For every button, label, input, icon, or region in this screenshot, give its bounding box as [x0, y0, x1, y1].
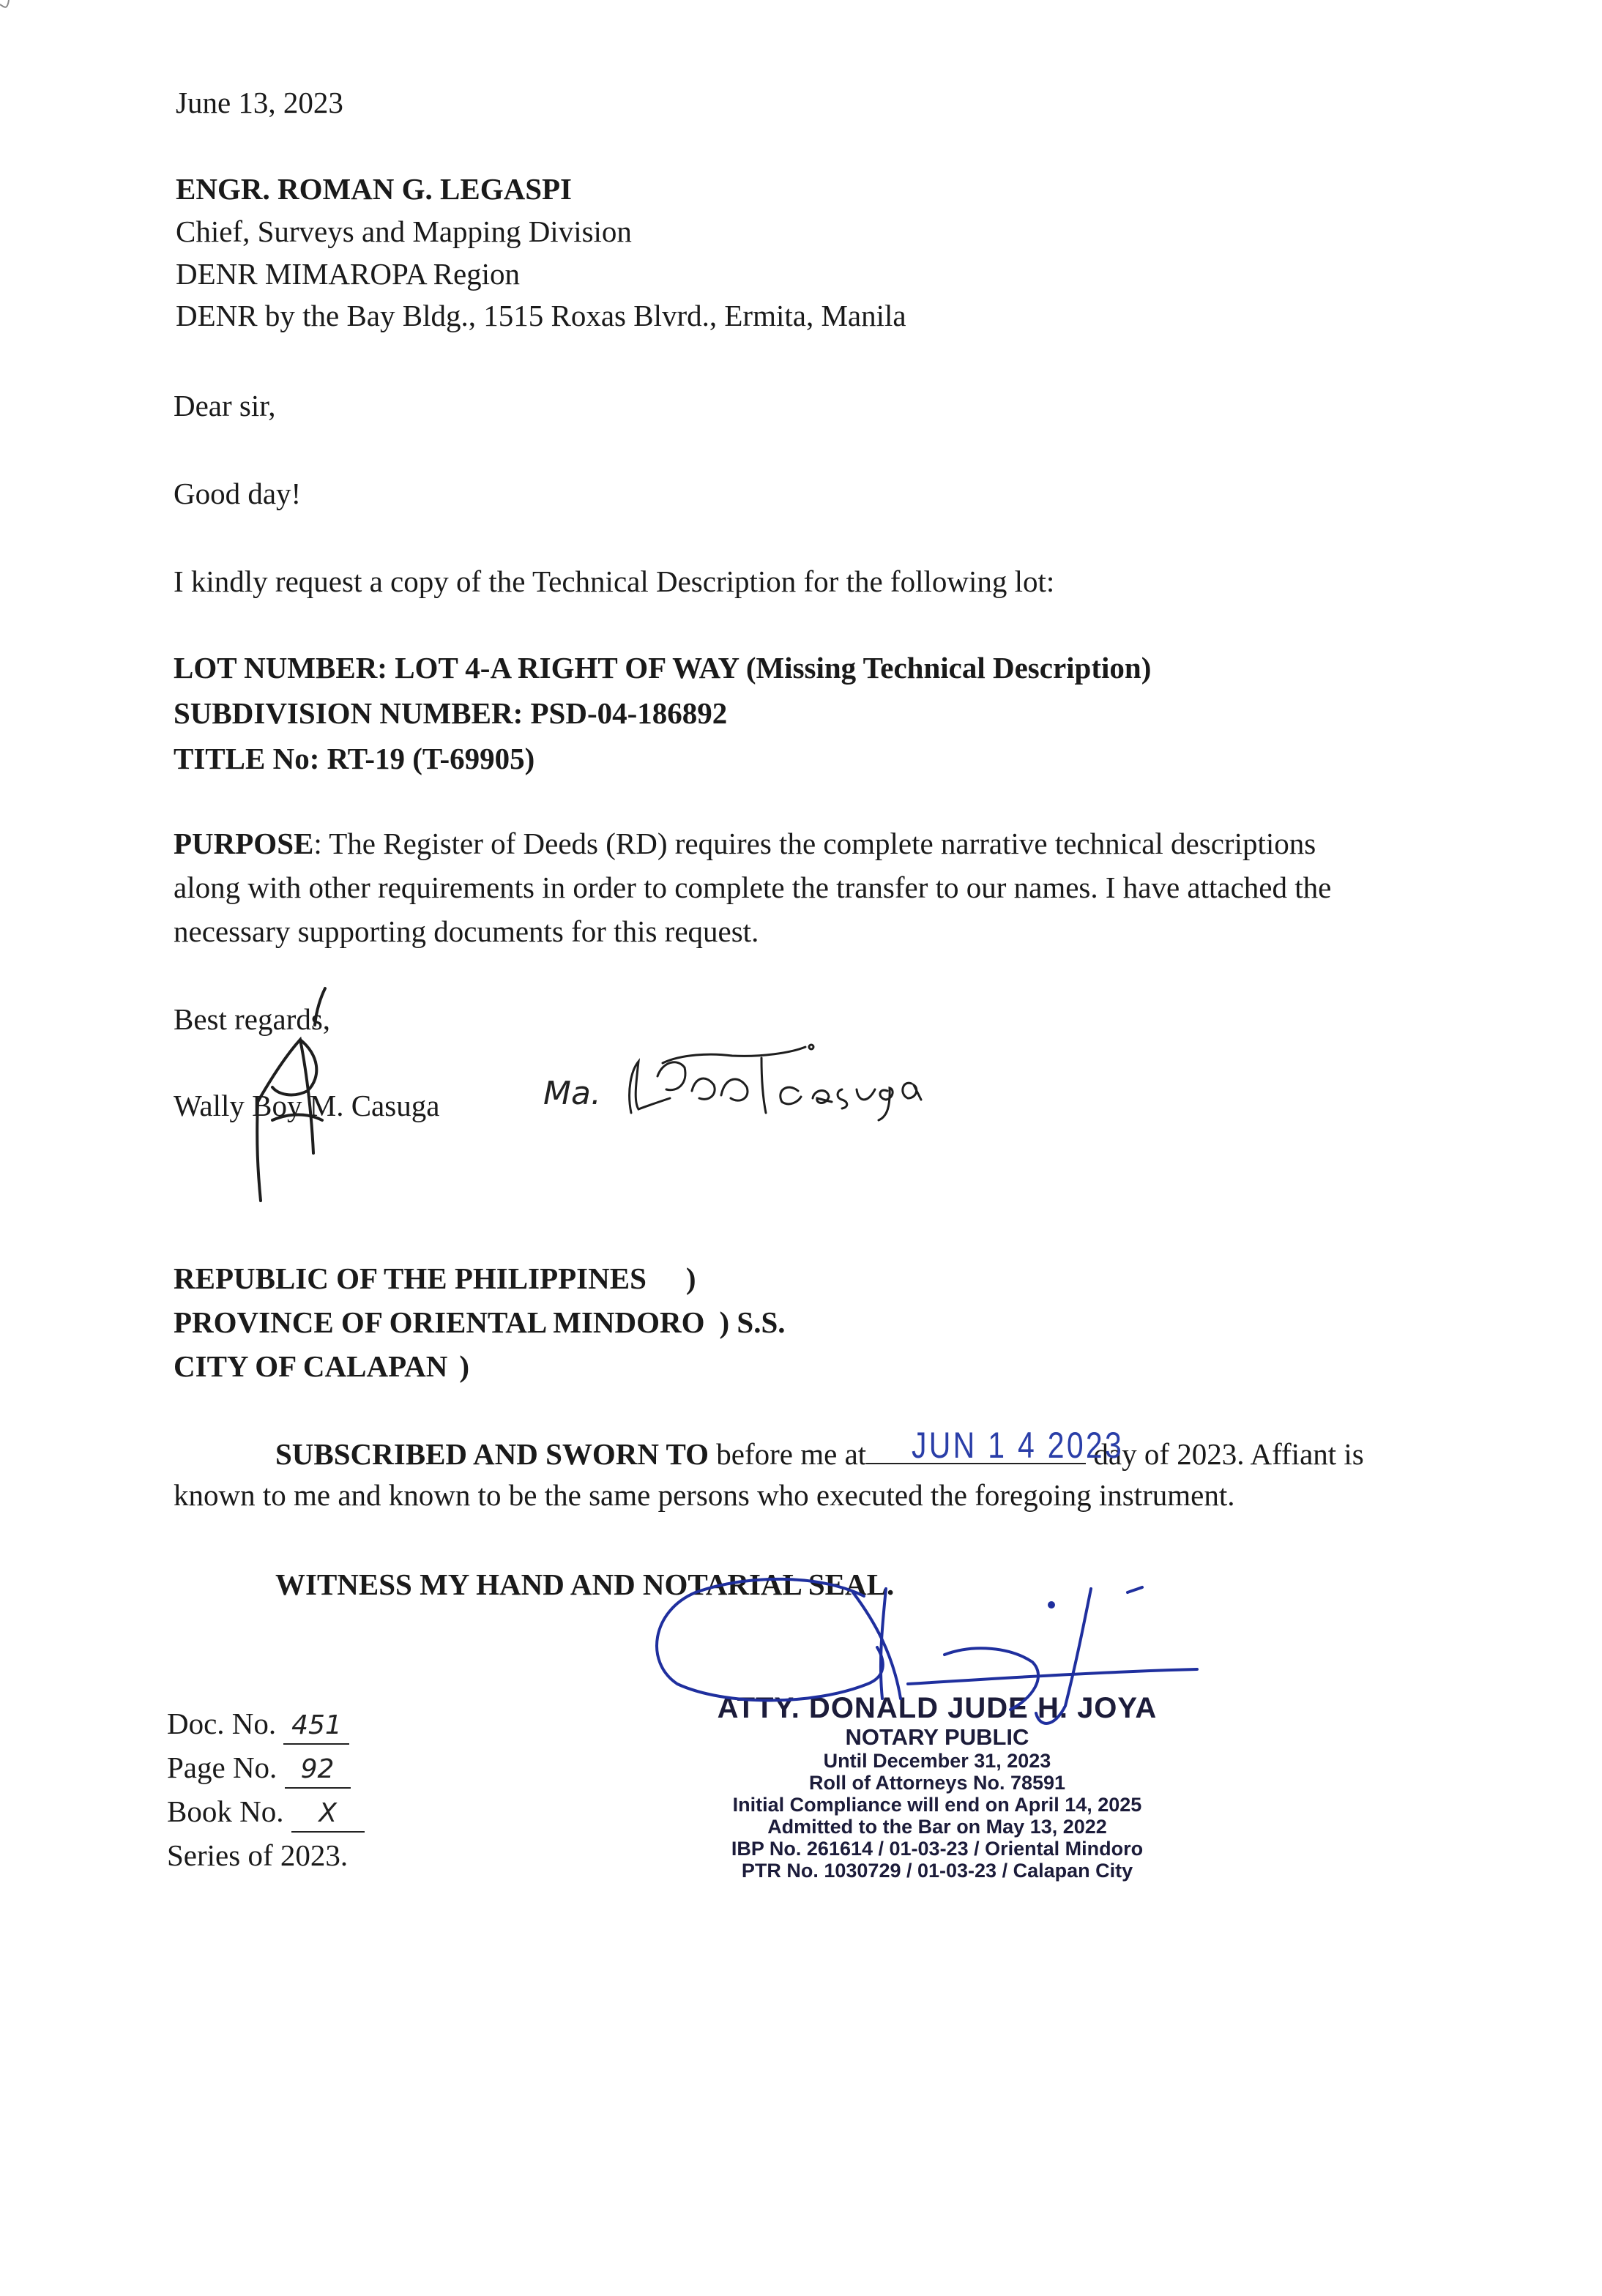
venue-1: REPUBLIC OF THE PHILIPPINES	[174, 1261, 647, 1295]
venue-3: CITY OF CALAPAN	[174, 1349, 448, 1383]
notary-compliance: Initial Compliance will end on April 14, 2025	[732, 1794, 1142, 1816]
purpose-line-2: along with other requirements in order to complete the transfer to our names. I have attached the	[174, 871, 1332, 904]
sworn-text-a: before me at	[709, 1437, 867, 1471]
recipient-title: Chief, Surveys and Mapping Division	[176, 215, 632, 248]
venue-line-3	[174, 1349, 469, 1384]
book-value: X	[291, 1796, 365, 1833]
purpose-line-3: necessary supporting documents for this request.	[174, 914, 759, 948]
notary-admitted: Admitted to the Bar on May 13, 2022	[767, 1816, 1107, 1838]
witness-line: WITNESS MY HAND AND NOTARIAL SEAL.	[275, 1568, 895, 1601]
recipient-office: DENR MIMAROPA Region	[176, 257, 521, 291]
venue-3-mark: )	[459, 1349, 469, 1383]
venue-1-mark: )	[685, 1261, 696, 1295]
notary-name: ATTY. DONALD JUDE H. JOYA	[717, 1692, 1158, 1724]
salutation: Dear sir,	[174, 389, 276, 422]
stamped-date: JUN 1 4 2023	[912, 1425, 1125, 1466]
purpose-text-1: : The Register of Deeds (RD) requires the complete narrative technical descriptions	[313, 827, 1316, 860]
venue-line-2	[174, 1305, 786, 1340]
sworn-text-b: day of 2023. Affiant is	[1086, 1437, 1364, 1471]
notary-role: NOTARY PUBLIC	[845, 1724, 1029, 1750]
venue-2-mark: ) S.S.	[719, 1305, 786, 1339]
page-label: Page No.	[167, 1751, 277, 1784]
doc-value: 451	[283, 1708, 349, 1745]
venue-2: PROVINCE OF ORIENTAL MINDORO	[174, 1305, 705, 1339]
letter-date: June 13, 2023	[176, 86, 343, 119]
subdivision-number: SUBDIVISION NUMBER: PSD-04-186892	[174, 696, 728, 730]
sworn-line-1	[275, 1434, 1364, 1472]
notary-ibp: IBP No. 261614 / 01-03-23 / Oriental Mindoro	[731, 1838, 1144, 1860]
series-line: Series of 2023.	[167, 1838, 349, 1872]
request-text: I kindly request a copy of the Technical Description for the following lot:	[174, 564, 1055, 598]
page-value: 92	[285, 1752, 351, 1789]
purpose-line-1	[174, 826, 1316, 861]
title-number: TITLE No: RT-19 (T-69905)	[174, 742, 535, 775]
book-label: Book No.	[167, 1794, 284, 1828]
signatory-2-prefix: Ma.	[543, 1075, 601, 1112]
sworn-line-2: known to me and known to be the same persons who executed the foregoing instrument.	[174, 1478, 1235, 1512]
purpose-label: PURPOSE	[174, 827, 314, 860]
notary-roll: Roll of Attorneys No. 78591	[808, 1772, 1066, 1794]
greeting: Good day!	[174, 477, 302, 510]
doc-number-row	[167, 1706, 349, 1745]
notary-until: Until December 31, 2023	[823, 1750, 1051, 1772]
lot-number: LOT NUMBER: LOT 4-A RIGHT OF WAY (Missing Technical Description)	[174, 651, 1152, 685]
notary-stamp	[652, 1691, 1223, 1882]
sworn-bold: SUBSCRIBED AND SWORN TO	[275, 1437, 709, 1471]
notary-ptr: PTR No. 1030729 / 01-03-23 / Calapan City	[741, 1860, 1133, 1882]
signatory-1: Wally Boy M. Casuga	[174, 1089, 440, 1122]
signature-lorena-casuga	[630, 1045, 921, 1120]
venue-line-1	[174, 1261, 696, 1296]
recipient-name: ENGR. ROMAN G. LEGASPI	[176, 172, 573, 206]
page-number-row	[167, 1750, 351, 1789]
book-number-row	[167, 1794, 365, 1833]
doc-label: Doc. No.	[167, 1707, 277, 1740]
corner-mark	[0, 0, 9, 7]
recipient-address: DENR by the Bay Bldg., 1515 Roxas Blvrd., Ermita, Manila	[176, 299, 906, 332]
closing: Best regards,	[174, 1002, 331, 1036]
